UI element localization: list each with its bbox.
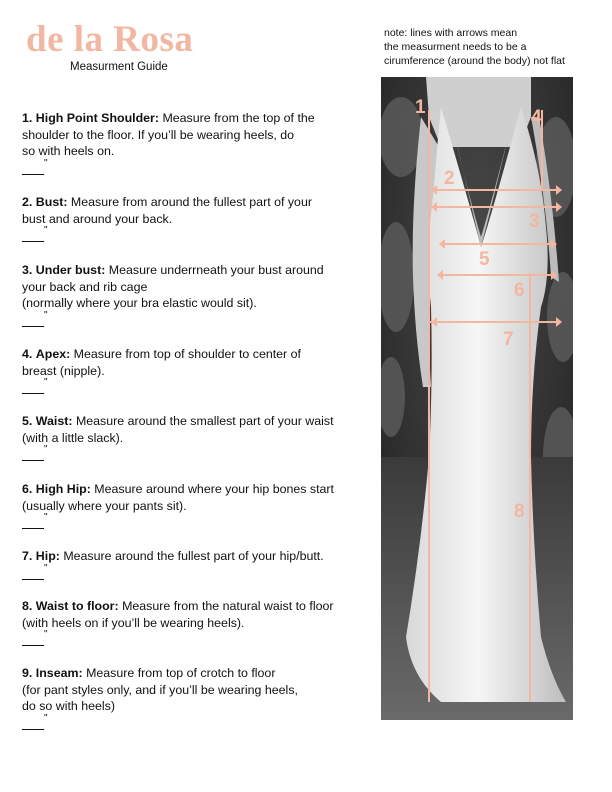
measurement-item-8	[22, 598, 382, 646]
measurement-item-3	[22, 262, 382, 327]
measurement-number: 7.	[22, 549, 33, 563]
inch-mark: "	[44, 309, 48, 321]
measurement-blank[interactable]	[22, 629, 48, 646]
note	[384, 26, 610, 68]
measurement-text: Measure around the smallest part of your waist	[72, 414, 334, 428]
measurement-title: Apex:	[35, 347, 71, 361]
measurement-number: 5.	[22, 414, 33, 428]
measurement-item-4	[22, 346, 382, 394]
measurement-number: 2.	[22, 195, 33, 209]
measurement-text: (with heels on if you’ll be wearing heels).	[22, 615, 245, 630]
guide-label-5: 5	[479, 249, 490, 270]
inch-mark: "	[44, 377, 48, 388]
guide-label-4: 4	[531, 107, 542, 128]
measurement-text: your back and rib cage	[22, 279, 148, 294]
measurement-blank[interactable]	[22, 444, 48, 461]
guide-label-2: 2	[444, 168, 455, 189]
measurement-item-2	[22, 194, 382, 242]
measurement-text: Measure around where your hip bones start	[90, 482, 334, 496]
measurement-text: Measure from top of shoulder to center of	[70, 347, 301, 361]
measurement-text: (normally where your bra elastic would sit).	[22, 296, 257, 310]
guide-label-7: 7	[503, 329, 514, 350]
measurement-item-1	[22, 110, 382, 175]
inch-mark: "	[44, 562, 48, 574]
measurement-text: (usually where your pants sit).	[22, 498, 187, 513]
inch-mark: "	[44, 444, 48, 455]
measurement-text: Measure from top of crotch to floor	[82, 666, 276, 680]
measurement-number: 6.	[22, 482, 33, 496]
note-line: the measurment needs to be a	[384, 41, 527, 53]
measurement-text: Measure from the top of the	[159, 111, 315, 125]
measurement-title: Waist to floor:	[35, 599, 119, 613]
inch-mark: "	[44, 225, 48, 236]
brand-logo: de la Rosa	[26, 19, 194, 60]
measurement-text: (for pant styles only, and if you’ll be wearing heels,	[22, 682, 298, 697]
note-line: cirumference (around the body) not flat	[384, 55, 565, 67]
measurement-blank[interactable]	[22, 712, 48, 730]
measurement-text: shoulder to the floor. If you’ll be wearing heels, do	[22, 127, 295, 142]
measurement-text: breast (nipple).	[22, 363, 105, 378]
measurement-text: Measure from around the fullest part of your	[67, 195, 312, 209]
measurement-title: High Point Shoulder:	[35, 111, 160, 125]
measurement-number: 3.	[22, 263, 33, 277]
measurement-number: 9.	[22, 666, 33, 680]
inch-mark: "	[44, 629, 48, 640]
measurement-text: do so with heels)	[22, 699, 115, 713]
inch-mark: "	[44, 712, 48, 724]
measurement-text: Measure underrneath your bust around	[105, 263, 324, 277]
measurement-text: so with heels on.	[22, 144, 115, 158]
note-line: note: lines with arrows mean	[384, 27, 518, 39]
page-subtitle: Measurment Guide	[70, 61, 168, 73]
measurement-blank[interactable]	[22, 309, 48, 327]
measurement-diagram	[381, 77, 573, 720]
measurement-title: High Hip:	[35, 482, 91, 496]
measurement-text: Measure around the fullest part of your hip/butt.	[59, 549, 324, 563]
measurement-number: 8.	[22, 599, 33, 613]
measurement-title: Waist:	[35, 414, 73, 428]
guide-label-6: 6	[514, 280, 525, 301]
measurement-text: bust and around your back.	[22, 211, 173, 226]
measurement-blank[interactable]	[22, 512, 48, 529]
measurement-item-5	[22, 413, 382, 461]
dress-photo	[381, 77, 573, 720]
measurement-item-9	[22, 665, 382, 730]
guide-label-3: 3	[529, 211, 540, 232]
measurement-item-6	[22, 481, 382, 529]
inch-mark: "	[44, 512, 48, 523]
measurement-title: Hip:	[35, 549, 60, 563]
measurement-text: (with a little slack).	[22, 430, 124, 445]
measurement-blank[interactable]	[22, 377, 48, 394]
measurement-number: 1.	[22, 111, 33, 125]
measurement-blank[interactable]	[22, 225, 48, 242]
guide-label-1: 1	[415, 97, 426, 118]
measurement-text: Measure from the natural waist to floor	[118, 599, 334, 613]
measurement-item-7	[22, 548, 382, 580]
measurement-title: Under bust:	[35, 263, 106, 277]
measurement-blank[interactable]	[22, 157, 48, 175]
measurement-title: Inseam:	[35, 666, 83, 680]
measurement-number: 4.	[22, 347, 33, 361]
measurement-title: Bust:	[35, 195, 68, 209]
inch-mark: "	[44, 157, 48, 169]
measurement-blank[interactable]	[22, 562, 48, 580]
guide-label-8: 8	[514, 501, 525, 522]
